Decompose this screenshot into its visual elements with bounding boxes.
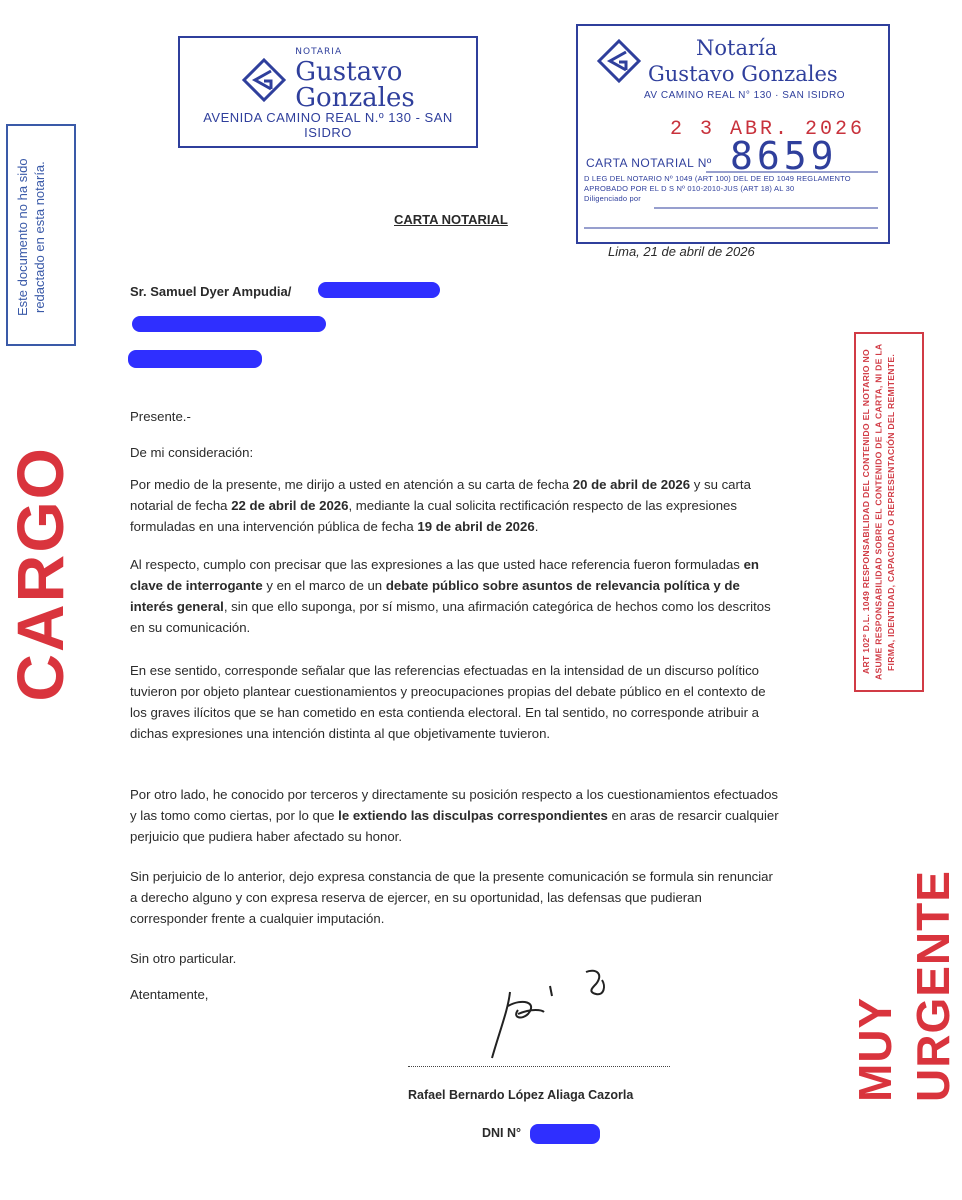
text-run: , mediante la cual solicita rectificación respecto de las expresiones formuladas en una intervención pública de fecha	[130, 498, 737, 534]
paragraph-3	[130, 660, 780, 744]
date-bold: 20 de abril de 2026	[572, 477, 691, 492]
notary-name-line1: Gustavo	[295, 57, 403, 87]
closing-salutation: Atentamente,	[130, 987, 209, 1002]
urgent-text: MUY URGENTE	[849, 870, 959, 1102]
urgent-stamp	[846, 790, 959, 1102]
responsibility-text: ART 102º D.L. 1049 RESPONSABILIDAD DEL CONTENIDO EL NOTARIO NO ASUME RESPONSABILIDAD SOBRE EL CONTENIDO DE LA CARTA, NI DE LA FIRMA, IDENTIDAD, CAPACIDAD O REPRESENTACIÓN DEL REMITENTE.	[861, 343, 896, 681]
notary-name-line2: Gonzales	[295, 83, 415, 113]
redaction-mark	[530, 1124, 600, 1144]
closing-line: Sin otro particular.	[130, 951, 237, 966]
carta-notarial-number: 8659	[730, 134, 838, 178]
paragraph-5-text: Sin perjuicio de lo anterior, dejo expresa constancia de que la presente comunicación se formula sin renunciar a derecho alguno y con expresa reserva de ejercer, en su oportunidad, las defensas que pudieran corresponder frente a cualquier imputación.	[130, 869, 773, 926]
text-run: , sin que ello suponga, por sí mismo, una afirmación categórica de hechos como los descritos en su comunicación.	[130, 599, 771, 635]
text-run: Por medio de la presente, me dirijo a usted en atención a su carta de fecha	[130, 477, 573, 492]
dni-label: DNI N°	[482, 1126, 522, 1140]
paragraph-1	[130, 474, 780, 537]
cargo-text: CARGO	[3, 446, 77, 702]
text-run: en aras de resarcir cualquier perjuicio que pudiera haber afectado su honor.	[130, 808, 779, 844]
notary-small-label: NOTARIA	[295, 47, 343, 57]
signer-name: Rafael Bernardo López Aliaga Cazorla	[408, 1088, 634, 1102]
notary-address: AVENIDA CAMINO REAL N.º 130 - SAN ISIDRO	[203, 110, 453, 140]
paragraph-3-text: En ese sentido, corresponde señalar que las referencias efectuadas en la intensidad de un discurso político tuvieron por objeto plantear cuestionamientos y preocupaciones propias del debate público en el contexto de los graves ilícitos que se han cometido en esta contienda electoral. En tal sentido, no corresponde atribuir a dichas expresiones una intención distinta al que objetivamente tuvieron.	[130, 663, 766, 741]
notary-title: Notaría	[696, 36, 778, 60]
paragraph-4	[130, 784, 780, 847]
fine-print-line: Diligenciado por	[584, 194, 641, 203]
text-run: Al respecto, cumplo con precisar que las expresiones a las que usted hace referencia fueron formuladas	[130, 557, 744, 572]
notary-address: AV CAMINO REAL N° 130 · SAN ISIDRO	[644, 90, 846, 101]
emphasis-bold: le extiendo las disculpas correspondientes	[338, 808, 608, 823]
notary-reception-stamp	[576, 24, 890, 244]
text-run: y su carta notarial de fecha	[130, 477, 751, 513]
received-date: 2 3 ABR. 2026	[670, 118, 866, 141]
document-title: CARTA NOTARIAL	[394, 212, 508, 227]
responsibility-stamp	[854, 332, 924, 692]
text-run: .	[534, 519, 539, 534]
not-drafted-stamp	[6, 124, 76, 346]
paragraph-5	[130, 866, 780, 929]
date-bold: 22 de abril de 2026	[231, 498, 349, 513]
not-drafted-text: Este documento no ha sido redactado en esta notaría.	[15, 158, 47, 316]
text-run: Por otro lado, he conocido por terceros y directamente su posición respecto a los cuestionamientos efectuados y las tomo como ciertas, por lo que	[130, 787, 779, 823]
notary-name: Gustavo Gonzales	[648, 62, 838, 86]
text-run: y en el marco de un	[262, 578, 386, 593]
redaction-mark	[318, 282, 440, 298]
emphasis-bold: debate público sobre asuntos de relevancia política y de interés general	[130, 578, 740, 614]
notary-logo-icon	[241, 57, 287, 103]
cargo-stamp	[0, 446, 88, 702]
date-bold: 19 de abril de 2026	[417, 519, 535, 534]
paragraph-2	[130, 554, 780, 638]
addressee: Sr. Samuel Dyer Ampudia/	[130, 284, 292, 299]
signature-image	[478, 962, 638, 1066]
stamp-underlines	[578, 26, 888, 242]
place-date: Lima, 21 de abril de 2026	[608, 244, 755, 259]
fine-print-line: APROBADO POR EL D S Nº 010-2010-JUS (ART 18) AL 30	[584, 184, 795, 193]
carta-notarial-label: CARTA NOTARIAL Nº	[586, 156, 712, 170]
greeting-presente: Presente.-	[130, 409, 191, 424]
redaction-mark	[128, 350, 262, 368]
fine-print-line: D LEG DEL NOTARIO Nº 1049 (ART 100) DEL DE ED 1049 REGLAMENTO	[584, 174, 851, 183]
notary-stamp-left	[178, 36, 478, 148]
emphasis-bold: en clave de interrogante	[130, 557, 759, 593]
greeting-consideracion: De mi consideración:	[130, 445, 254, 460]
signature-line	[408, 1066, 670, 1067]
redaction-mark	[132, 316, 326, 332]
